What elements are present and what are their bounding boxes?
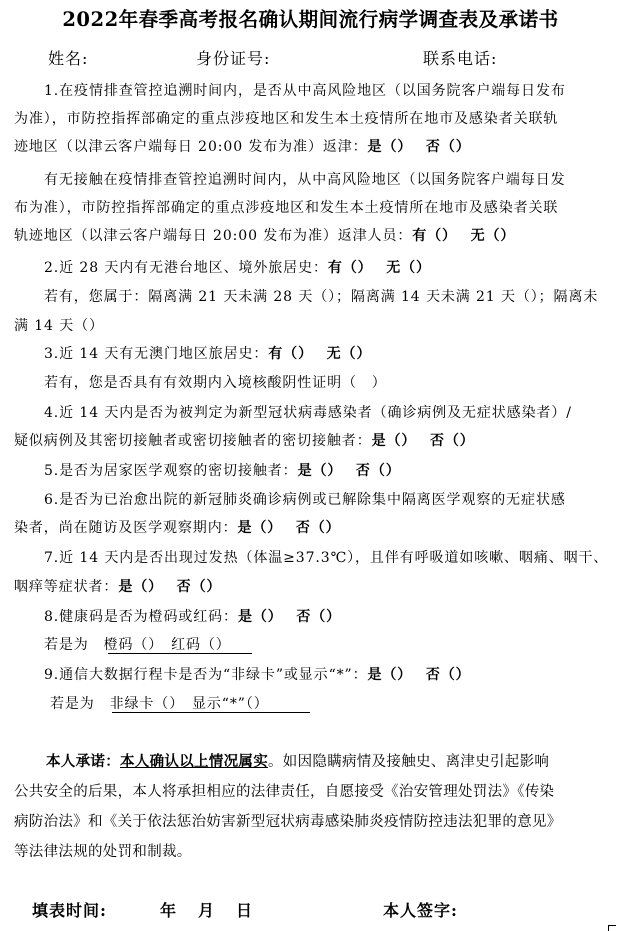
q1b-line3 bbox=[14, 225, 614, 245]
q8-options: 是（） 否（） bbox=[237, 609, 342, 625]
promise-line4: 等法律法规的处罚和制裁。 bbox=[14, 844, 192, 860]
q7-line1: 7.近 14 天内是否出现过发热（体温≥37.3℃），且伴有呼吸道如咳嗽、咽痛、咽干、 bbox=[44, 550, 609, 566]
q3-question: 3.近 14 天有无澳门地区旅居史： bbox=[44, 346, 269, 362]
q2-line2: 若有，您属于：隔离满 21 天未满 28 天（）；隔离满 14 天未满 21 天（）；隔离未 bbox=[44, 289, 599, 305]
q1-line2: 为准），市防控指挥部确定的重点涉疫地区和发生本土疫情所在地市及感染者关联轨 bbox=[14, 111, 559, 127]
q8-line2: 若是为 橙码（） 红码（） bbox=[44, 637, 231, 653]
q3-line2: 若有，您是否具有有效期内入境核酸阴性证明（ ） bbox=[44, 375, 387, 391]
fill-date-label: 填表时间: bbox=[32, 901, 107, 920]
q6-options: 是（） 否（） bbox=[237, 520, 341, 536]
q5-options: 是（） 否（） bbox=[297, 463, 401, 479]
q9-line2: 若是为 非绿卡（） 显示“*”（） bbox=[50, 696, 269, 712]
q1b-line1: 有无接触在疫情排查管控追溯时间内，从中高风险地区（以国务院客户端每日发 bbox=[44, 172, 566, 188]
q1b-options: 有（） 无（） bbox=[412, 228, 516, 244]
q8-question: 8.健康码是否为橙码或红码： bbox=[44, 609, 238, 625]
q1b-line2: 布为准），市防控指挥部确定的重点涉疫地区和发生本土疫情所在地市及感染者关联 bbox=[14, 200, 559, 216]
promise-line3: 病防治法》和《关于依法惩治妨害新型冠状病毒感染肺炎疫情防控违法犯罪的意见》 bbox=[14, 814, 562, 830]
q3-options: 有（） 无（） bbox=[268, 346, 372, 362]
q7-options: 是（） 否（） bbox=[118, 579, 222, 595]
fill-date-fields: 年 月 日 bbox=[160, 901, 256, 920]
id-number-label: 身份证号: bbox=[196, 49, 271, 68]
q2-options: 有（） 无（） bbox=[327, 260, 431, 276]
q1-line1: 1.在疫情排查管控追溯时间内，是否从中高风险地区（以国务院客户端每日发布 bbox=[44, 83, 566, 99]
promise-line1 bbox=[46, 750, 549, 771]
q2-line1 bbox=[44, 257, 621, 277]
q1-question-tail: 迹地区（以津云客户端每日 20:00 发布为准）返津： bbox=[14, 139, 368, 155]
q9-question: 9.通信大数据行程卡是否为“非绿卡”或显示“*”： bbox=[44, 667, 368, 683]
name-label: 姓名: bbox=[48, 49, 89, 68]
q9-line1 bbox=[44, 664, 621, 684]
q3-line1 bbox=[44, 343, 621, 363]
q6-line2 bbox=[14, 517, 614, 537]
q5-line1 bbox=[44, 460, 621, 480]
form-title: 2022年春季高考报名确认期间流行病学调查表及承诺书 bbox=[62, 8, 559, 31]
q1-line3 bbox=[14, 136, 614, 156]
q8-line1 bbox=[44, 606, 621, 626]
signature-label: 本人签字: bbox=[383, 901, 458, 920]
q9-underline bbox=[112, 712, 310, 713]
page-corner-mark bbox=[608, 925, 616, 931]
q7-line2 bbox=[14, 576, 614, 596]
q4-question-tail: 疑似病例及其密切接触者或密切接触者的密切接触者： bbox=[14, 433, 372, 449]
q4-line2 bbox=[14, 430, 614, 450]
q6-line1: 6.是否为已治愈出院的新冠肺炎确诊病例或已解除集中隔离医学观察的无症状感 bbox=[44, 492, 566, 508]
q9-options: 是（） 否（） bbox=[367, 667, 471, 683]
promise-core: 本人确认以上情况属实 bbox=[120, 753, 268, 770]
q1b-question-tail: 轨迹地区（以津云客户端每日 20:00 发布为准）返津人员： bbox=[14, 228, 413, 244]
q7-question-tail: 咽痒等症状者： bbox=[14, 579, 119, 595]
promise-label: 本人承诺： bbox=[46, 753, 120, 770]
q2-line3: 满 14 天（） bbox=[14, 318, 104, 334]
q4-options: 是（） 否（） bbox=[371, 433, 475, 449]
q2-question: 2.近 28 天内有无港台地区、境外旅居史： bbox=[44, 260, 328, 276]
q8-underline bbox=[108, 653, 252, 654]
q5-question: 5.是否为居家医学观察的密切接触者： bbox=[44, 463, 298, 479]
q4-line1: 4.近 14 天内是否为被判定为新型冠状病毒感染者（确诊病例及无症状感染者）/ bbox=[44, 405, 572, 421]
promise-line2: 公共安全的后果，本人将承担相应的法律责任，自愿接受《治安管理处罚法》《传染 bbox=[14, 784, 555, 800]
q6-question-tail: 染者，尚在随访及医学观察期内： bbox=[14, 520, 238, 536]
q1-options: 是（） 否（） bbox=[367, 139, 471, 155]
phone-label: 联系电话: bbox=[423, 49, 498, 68]
promise-line1-rest: 。如因隐瞒病情及接触史、离津史引起影响 bbox=[268, 754, 550, 770]
